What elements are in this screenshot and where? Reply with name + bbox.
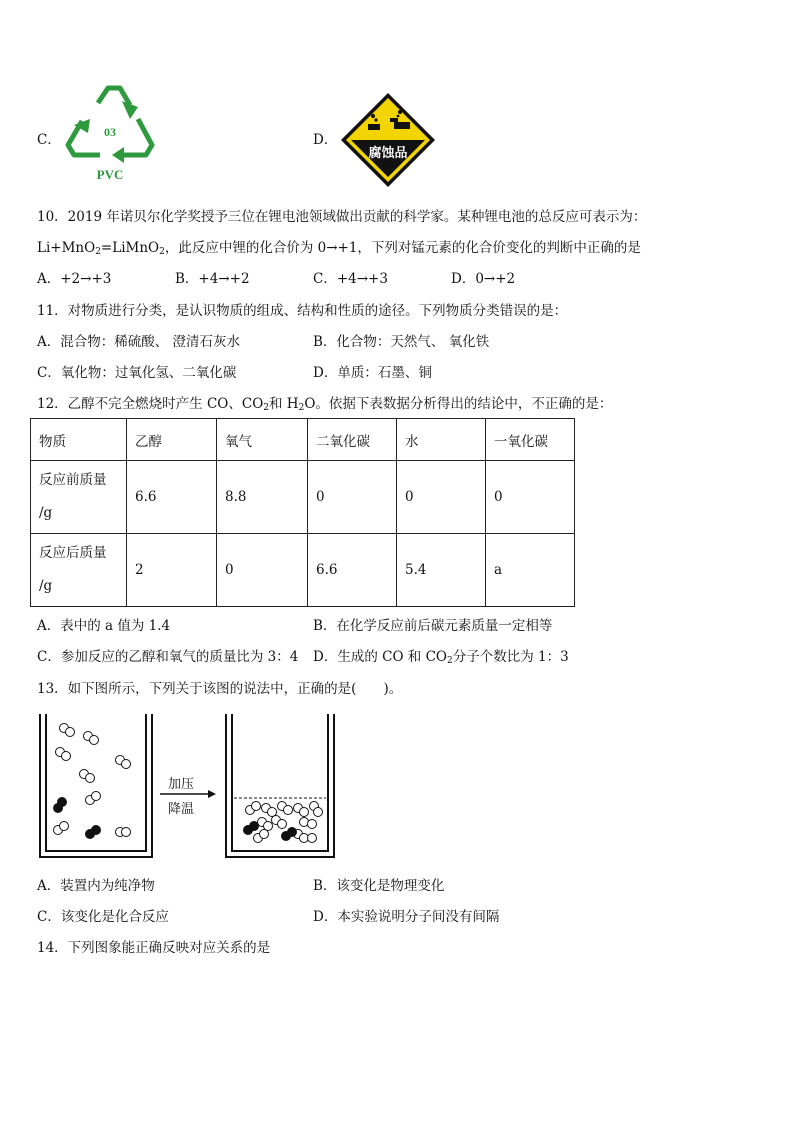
q9-option-d-letter: D．: [313, 132, 338, 148]
q12-data-table: [30, 418, 575, 607]
q12-option-d: [313, 648, 569, 666]
q12-option-c: C．参加反应的乙醇和氧气的质量比为 3：4: [37, 649, 299, 665]
q13-diagram: [36, 712, 346, 860]
hazard-label: 腐蚀品: [368, 146, 408, 161]
corrosive-diamond-icon: [340, 92, 436, 188]
q13-option-a: A．装置内为纯净物: [37, 878, 155, 894]
recycle-triangle-icon: [64, 83, 156, 183]
q11-option-a: A．混合物：稀硫酸、 澄清石灰水: [37, 334, 241, 350]
q11-option-d: D．单质：石墨、铜: [313, 365, 432, 381]
q12-stem-part3: O。依据下表数据分析得出的结论中，不正确的是：: [304, 396, 613, 412]
row-label-line2: /g: [39, 505, 53, 521]
arrow-label-bottom: 降温: [167, 802, 195, 817]
table-header-cell: 氧气: [217, 419, 308, 461]
q10-eq-part2: =LiMnO: [100, 240, 160, 256]
table-header-row: [31, 419, 575, 461]
table-cell: 5.4: [397, 534, 486, 607]
table-row: [31, 461, 575, 534]
gas-compression-diagram: [36, 712, 346, 860]
molecules-right: [244, 802, 323, 843]
q12-option-d-part2: 分子个数比为 1：3: [452, 649, 569, 665]
q12-option-d-part1: D．生成的 CO 和 CO: [313, 649, 447, 665]
q13-option-d: D．本实验说明分子间没有间隔: [313, 909, 500, 925]
arrow-head-icon: [208, 790, 216, 798]
table-header-cell: 二氧化碳: [308, 419, 397, 461]
q12-stem-part2: 和 H: [269, 396, 299, 412]
table-cell: 6.6: [127, 461, 217, 534]
q11-stem: 11．对物质进行分类，是认识物质的组成、结构和性质的途径。下列物质分类错误的是：: [37, 303, 568, 319]
row-label-line2: /g: [39, 578, 53, 594]
q10-eq-part1: Li+MnO: [37, 240, 96, 256]
table-header-cell: 一氧化碳: [486, 419, 575, 461]
q14-stem: 14．下列图象能正确反映对应关系的是: [37, 940, 271, 956]
arrow-label-top: 加压: [167, 777, 195, 792]
q13-option-c: C．该变化是化合反应: [37, 909, 169, 925]
molecules-left: [54, 724, 131, 839]
q10-eq-sub2: 2: [159, 247, 165, 257]
table-header-cell: 物质: [31, 419, 127, 461]
table-cell: 0: [308, 461, 397, 534]
q12-option-a: A．表中的 a 值为 1.4: [37, 618, 171, 634]
table-cell: a: [486, 534, 575, 607]
q10-stem-line2: [37, 239, 641, 257]
q10-stem-line1: 10．2019 年诺贝尔化学奖授予三位在锂电池领域做出贡献的科学家。某种锂电池的总反应可表示为：: [37, 209, 647, 225]
table-row-label: [31, 461, 127, 534]
q10-option-d: D．0→+2: [451, 271, 516, 287]
table-cell: 0: [397, 461, 486, 534]
q12-option-b: B．在化学反应前后碳元素质量一定相等: [313, 618, 553, 634]
table-cell: 6.6: [308, 534, 397, 607]
q13-option-b: B．该变化是物理变化: [313, 878, 445, 894]
table-cell: 8.8: [217, 461, 308, 534]
table-cell: 2: [127, 534, 217, 607]
recycle-symbol-icon: [64, 83, 156, 183]
table-cell: 0: [217, 534, 308, 607]
recycle-label: PVC: [96, 167, 124, 182]
row-label-line1: 反应后质量: [39, 545, 107, 561]
table-header-cell: 乙醇: [127, 419, 217, 461]
q10-eq-sub1: 2: [95, 247, 101, 257]
q12-stem-part1: 12．乙醇不完全燃烧时产生 CO、CO: [37, 396, 264, 412]
q13-stem: 13．如下图所示，下列关于该图的说法中，正确的是( )。: [37, 681, 403, 697]
q12-stem-sub2: 2: [298, 403, 305, 413]
q11-option-b: B．化合物：天然气、 氧化铁: [313, 334, 490, 350]
q9-option-c-letter: C．: [37, 132, 61, 148]
row-label-line1: 反应前质量: [39, 472, 107, 488]
table-header-cell: 水: [397, 419, 486, 461]
right-container: [226, 714, 334, 857]
q12-stem: [37, 395, 612, 413]
corrosive-hazard-icon: [340, 92, 436, 188]
q12-stem-sub1: 2: [263, 403, 269, 413]
q11-option-c: C．氧化物：过氧化氢、二氧化碳: [37, 365, 237, 381]
q10-eq-part3: ，此反应中锂的化合价为 0→+1，下列对锰元素的化合价变化的判断中正确的是: [164, 240, 641, 256]
q12-option-d-sub: 2: [447, 656, 453, 666]
q10-option-a: A．+2→+3: [37, 271, 112, 287]
q10-option-c: C．+4→+3: [313, 271, 388, 287]
recycle-number: 03: [104, 125, 116, 139]
q10-option-b: B．+4→+2: [175, 271, 250, 287]
table-cell: 0: [486, 461, 575, 534]
table-row: [31, 534, 575, 607]
table-row-label: [31, 534, 127, 607]
